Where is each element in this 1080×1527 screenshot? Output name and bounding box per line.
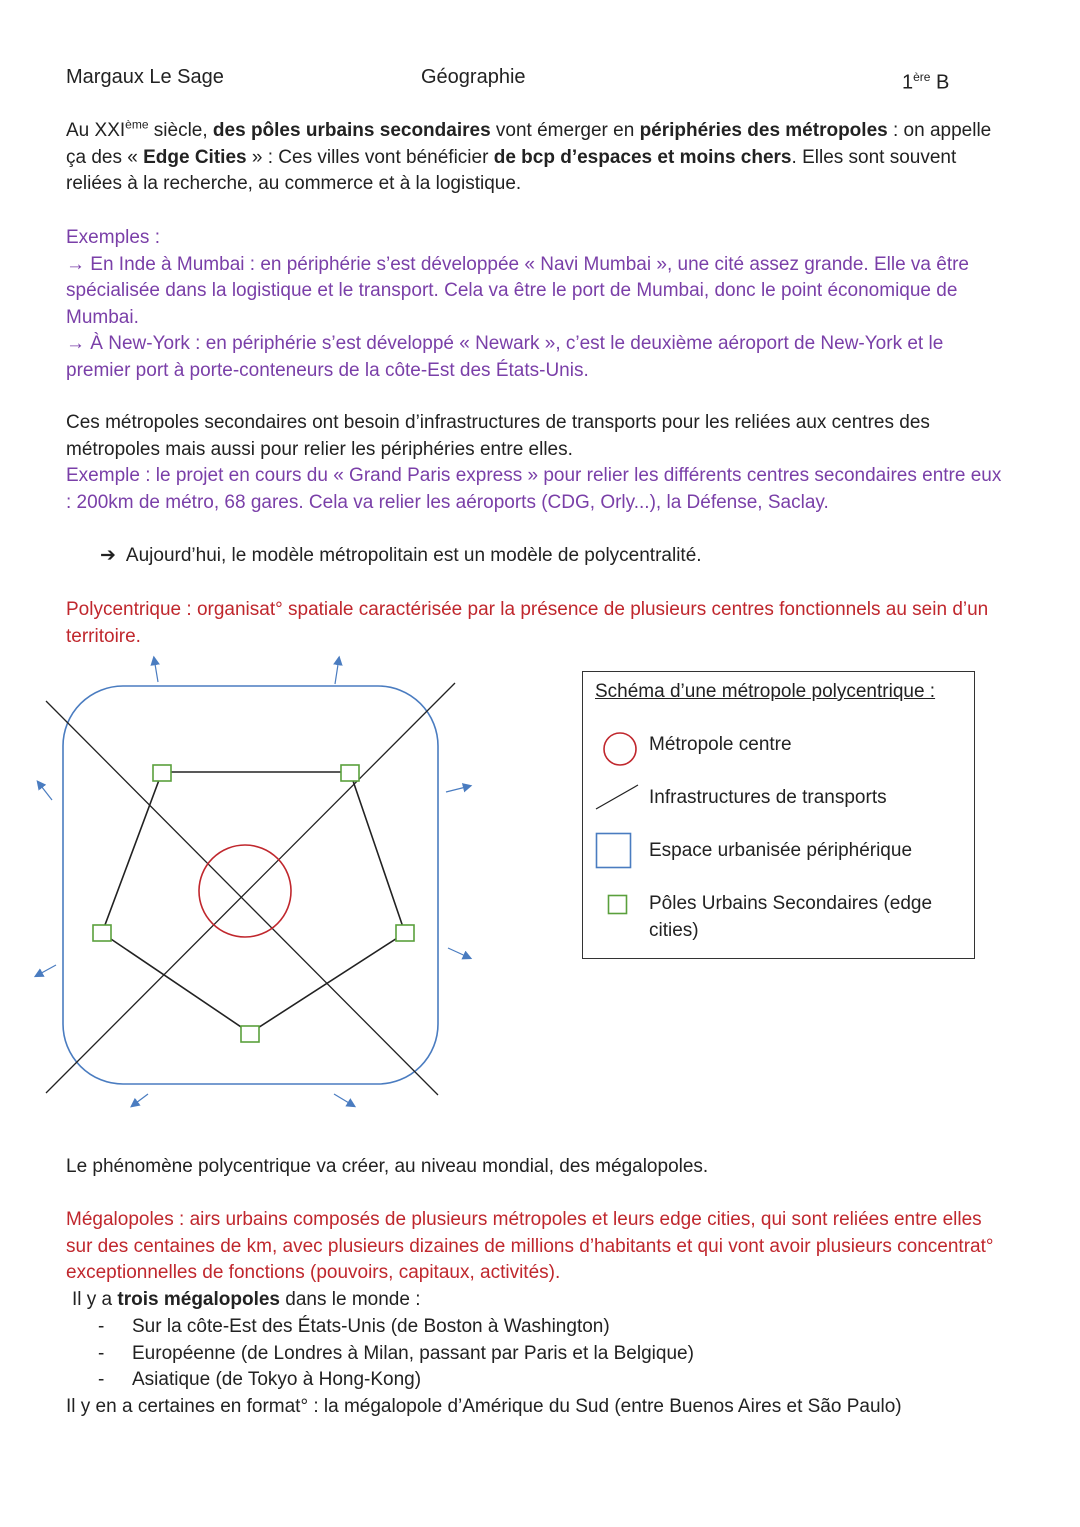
example-newyork: → À New-York : en périphérie s’est développé « Newark », c’est le deuxième aéroport de New-York et le premier port à porte-conteneurs de la côte-Est des États-Unis. [66,333,944,381]
conclusion-line [100,543,702,570]
edge-city-square [341,765,359,781]
expansion-arrow [446,786,470,792]
legend-item-metropole: Métropole centre [649,734,792,755]
examples-section [66,225,1011,384]
examples-heading: Exemples : [66,227,160,248]
legend-line-icon [593,782,643,812]
arrow-icon: ➔ [100,545,116,566]
class-label: 1ère B [902,70,950,94]
expansion-arrow [36,965,56,976]
legend-title: Schéma d’une métropole polycentrique : [595,681,936,702]
list-item: - Européenne (de Londres à Milan, passant par Paris et la Belgique) [66,1341,1016,1368]
expansion-arrow [448,948,470,958]
example-mumbai: → En Inde à Mumbai : en périphérie s’est développée « Navi Mumbai », une cité assez grande. Elle va être spécialisée dans la logistique et le transport. Cela va être le port de Mumbai, donc le point économique de Mumbai. [66,253,970,328]
legend-green-square-icon [607,894,631,918]
list-item: - Asiatique (de Tokyo à Hong-Kong) [66,1367,1016,1394]
edge-city-square [396,925,414,941]
list-item: - Sur la côte-Est des États-Unis (de Boston à Washington) [66,1314,1016,1341]
forming-megalopole: Il y en a certaines en format° : la mégalopole d’Amérique du Sud (entre Buenos Aires et São Paulo) [66,1396,902,1417]
author-name: Margaux Le Sage [66,66,224,88]
legend-item-edge-cities: Pôles Urbains Secondaires (edge cities) [649,893,933,941]
definition-megalopoles: Mégalopoles : airs urbains composés de plusieurs métropoles et leurs edge cities, qui sont reliées entre elles sur des centaines de km, avec plusieurs dizaines de millions d’habitants et qui vont avoir plusieurs concentrat° exceptionnelles de fonctions (pouvoirs, capitaux, activités). [66,1209,994,1283]
megalopole-list [66,1314,1016,1394]
grand-paris-example: Exemple : le projet en cours du « Grand Paris express » pour relier les différents centres secondaires entre eux : 200km de métro, 68 gares. Cela va relier les aéroports (CDG, Orly...), la Défense, Saclay. [66,465,1002,513]
transport-ring [102,772,405,1033]
megalopole-intro: Le phénomène polycentrique va créer, au niveau mondial, des mégalopoles. [66,1156,709,1177]
legend-blue-square-icon [595,832,635,872]
expansion-arrow [38,782,52,800]
edge-city-square [153,765,171,781]
legend-red-circle-icon [601,730,641,766]
conclusion-text: Aujourd’hui, le modèle métropolitain est un modèle de polycentralité. [125,545,702,566]
intro-paragraph: Au XXIème siècle, des pôles urbains secondaires vont émerger en périphéries des métropoles : on appelle ça des « Edge Cities » : Ces villes vont bénéficier de bcp d’espaces et moins chers. Elles sont souvent reliées à la recherche, au commerce et à la logistique. [66,117,992,194]
edge-city-square [93,925,111,941]
diagram-legend [582,671,975,959]
three-megalopoles-line: Il y a trois mégalopoles dans le monde : [72,1289,421,1310]
polycentric-diagram [0,640,580,1120]
legend-item-infrastructures: Infrastructures de transports [649,787,887,808]
expansion-arrow [132,1094,148,1106]
subject-title: Géographie [421,66,526,88]
expansion-arrow [154,658,158,682]
definition-polycentrique: Polycentrique : organisat° spatiale caractérisée par la présence de plusieurs centres fonctionnels au sein d’un territoire. [66,599,989,647]
legend-item-espace-urbanise: Espace urbanisée périphérique [649,840,913,861]
edge-city-square [241,1026,259,1042]
expansion-arrow [334,1094,354,1106]
infrastructure-paragraph: Ces métropoles secondaires ont besoin d’infrastructures de transports pour les reliées aux centres des métropoles mais aussi pour relier les périphéries entre elles. [66,412,930,460]
expansion-arrow [335,658,339,684]
metropole-centre-circle [199,845,291,937]
